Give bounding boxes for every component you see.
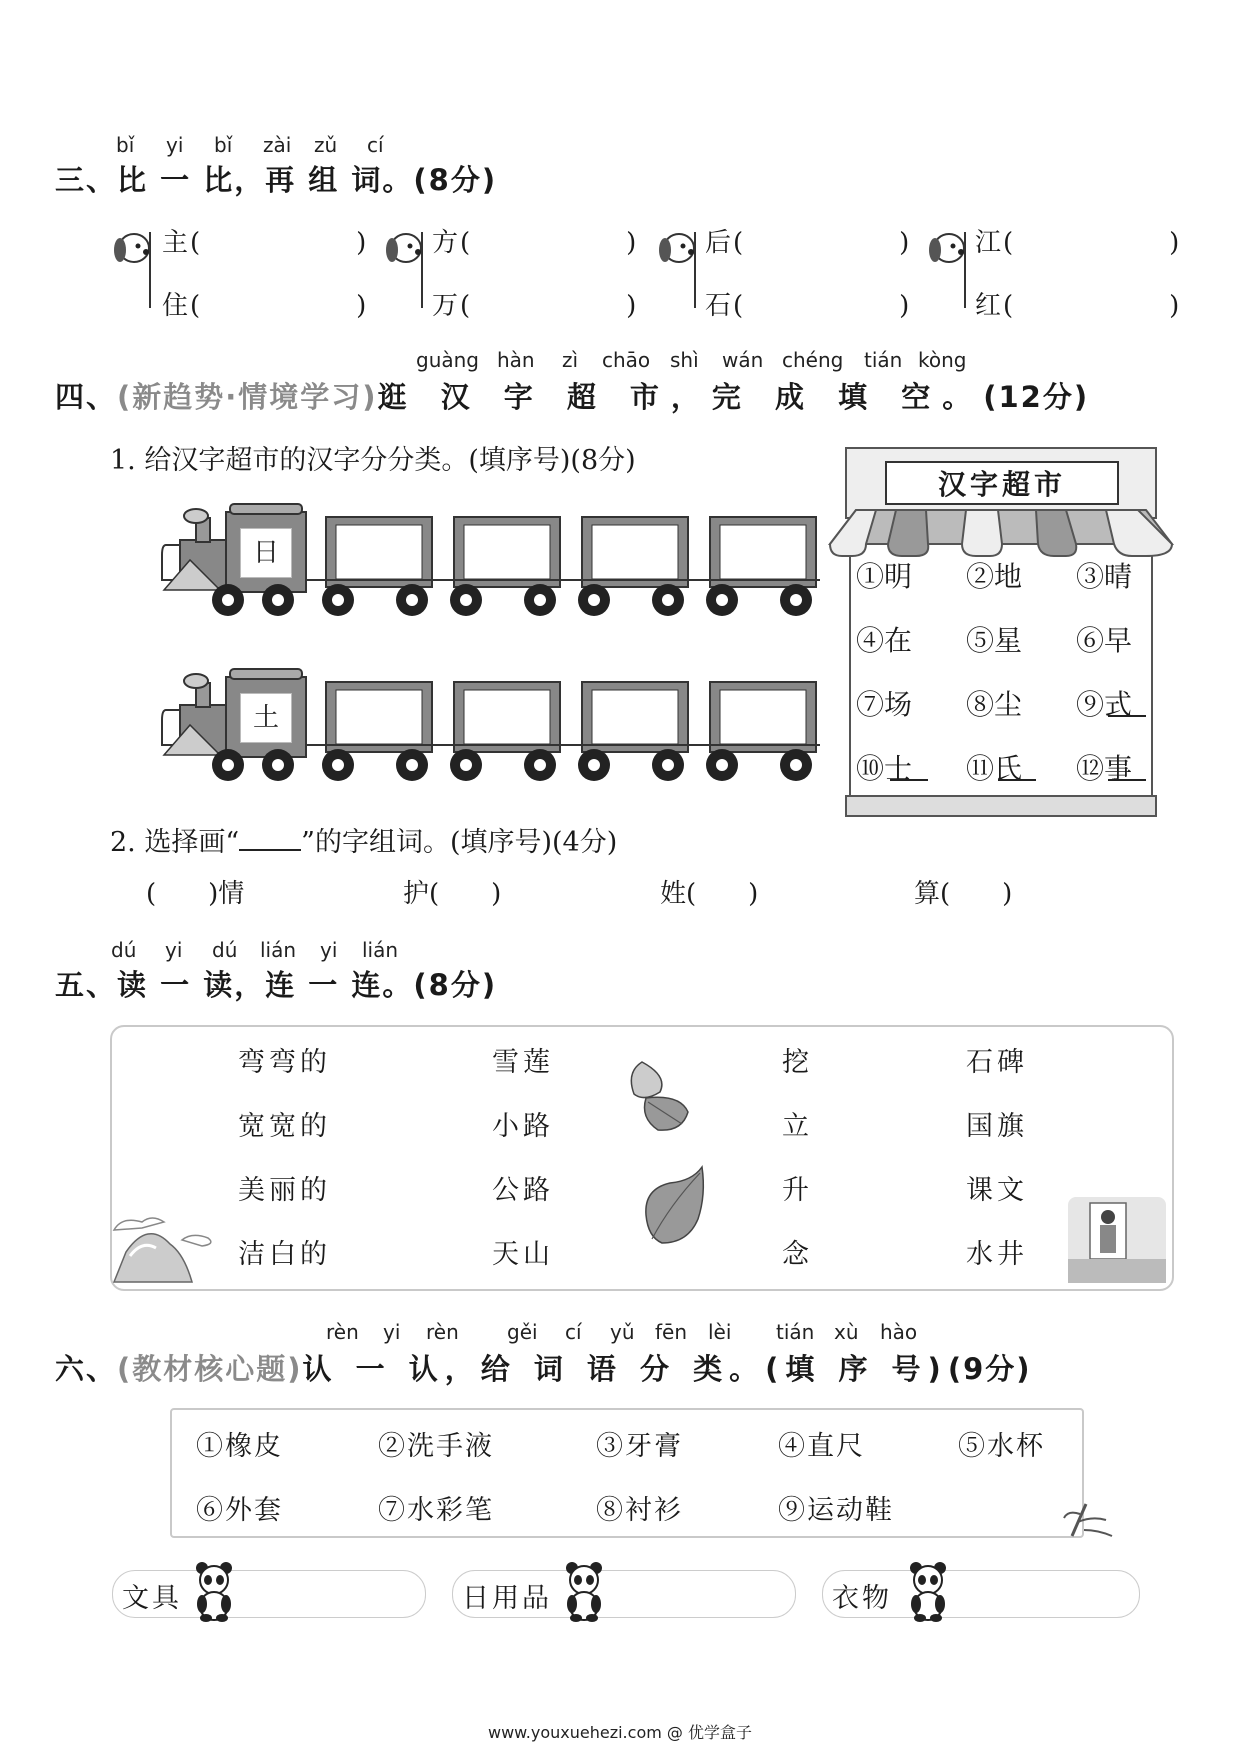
shop-item: ⑥早 bbox=[1076, 624, 1133, 657]
answer-box[interactable] bbox=[720, 690, 806, 744]
answer-blank[interactable]: ( ) bbox=[1003, 228, 1180, 258]
word-col2[interactable]: 天山 bbox=[492, 1239, 554, 1270]
answer-box[interactable] bbox=[336, 525, 422, 579]
section-title: 比 一 比，再 组 词。 bbox=[117, 163, 414, 197]
answer-blank[interactable]: ( ) bbox=[460, 291, 637, 321]
train-1-label: 日 bbox=[240, 528, 292, 578]
shop-item: ⑩士 bbox=[856, 752, 913, 785]
word-col1[interactable]: 美丽的 bbox=[238, 1175, 331, 1206]
word-col1[interactable]: 弯弯的 bbox=[238, 1047, 331, 1078]
item: ④直尺 bbox=[778, 1431, 865, 1462]
shop-item: ⑨式 bbox=[1076, 688, 1133, 721]
pinyin: tián bbox=[864, 348, 903, 372]
section-tag: (新趋势·情境学习) bbox=[117, 380, 378, 414]
section-score: (8分) bbox=[413, 163, 498, 197]
section-4-heading bbox=[55, 375, 1089, 416]
fill-item[interactable]: 姓( ) bbox=[660, 879, 759, 909]
section-title: 逛 汉 字 超 市，完 成 填 空。 bbox=[377, 380, 984, 414]
answer-blank[interactable]: ( ) bbox=[733, 291, 910, 321]
word-col4[interactable]: 国旗 bbox=[966, 1111, 1028, 1142]
section-6-heading bbox=[55, 1347, 1032, 1388]
pinyin: dú bbox=[111, 938, 137, 962]
shop-item: ⑦场 bbox=[856, 688, 913, 721]
shop-item: ③晴 bbox=[1076, 560, 1133, 593]
pinyin: dú bbox=[212, 938, 238, 962]
mountain-icon bbox=[112, 1200, 216, 1284]
item: ⑧衬衫 bbox=[596, 1495, 683, 1526]
pinyin: bǐ bbox=[214, 133, 233, 157]
section-number: 五、 bbox=[55, 968, 118, 1002]
pinyin: gěi bbox=[507, 1320, 538, 1344]
panda-icon bbox=[192, 1560, 238, 1622]
section-score: (12分) bbox=[983, 380, 1090, 414]
pinyin: bǐ bbox=[116, 133, 135, 157]
pinyin: lián bbox=[260, 938, 297, 962]
pinyin: lèi bbox=[708, 1320, 732, 1344]
item: ⑨运动鞋 bbox=[778, 1495, 894, 1526]
panda-icon bbox=[562, 1560, 608, 1622]
panda-icon bbox=[906, 1560, 952, 1622]
pinyin: zài bbox=[263, 133, 292, 157]
answer-box[interactable] bbox=[592, 690, 678, 744]
pinyin: wán bbox=[722, 348, 764, 372]
section-5-heading bbox=[55, 963, 497, 1004]
answer-box[interactable] bbox=[720, 525, 806, 579]
dog-icon bbox=[382, 222, 428, 310]
shop-title: 汉字超市 bbox=[937, 468, 1066, 501]
pinyin: hào bbox=[880, 1320, 918, 1344]
answer-box[interactable] bbox=[592, 525, 678, 579]
train-2-label: 土 bbox=[240, 693, 292, 743]
char-bottom: 红 bbox=[975, 291, 1002, 321]
underline-mark bbox=[890, 779, 928, 781]
shop-item: ②地 bbox=[966, 560, 1023, 593]
pinyin: shì bbox=[670, 348, 699, 372]
pinyin: yǔ bbox=[610, 1320, 635, 1344]
category-label: 衣物 bbox=[832, 1583, 892, 1614]
pinyin: tián bbox=[776, 1320, 815, 1344]
word-col3[interactable]: 念 bbox=[782, 1239, 813, 1270]
word-col1[interactable]: 洁白的 bbox=[238, 1239, 331, 1270]
shop-item: ⑪氏 bbox=[966, 752, 1023, 785]
leaf-icon bbox=[622, 1058, 694, 1134]
shop-item: ⑤星 bbox=[966, 624, 1023, 657]
pinyin: kòng bbox=[918, 348, 967, 372]
pinyin: xù bbox=[834, 1320, 859, 1344]
well-person-icon bbox=[1066, 1195, 1168, 1285]
pinyin: chéng bbox=[782, 348, 844, 372]
answer-box[interactable] bbox=[464, 525, 550, 579]
answer-blank[interactable]: ( ) bbox=[460, 228, 637, 258]
underline-mark bbox=[1108, 715, 1146, 717]
char-top: 后 bbox=[705, 228, 732, 258]
char-bottom: 万 bbox=[432, 291, 459, 321]
pinyin: yi bbox=[320, 938, 338, 962]
shop-item: ①明 bbox=[856, 560, 913, 593]
answer-blank[interactable]: ( ) bbox=[190, 228, 367, 258]
shop-item: ④在 bbox=[856, 624, 913, 657]
footer-watermark: www.youxuehezi.com @ 优学盒子 bbox=[488, 1723, 752, 1742]
section-number: 四、 bbox=[55, 380, 118, 414]
section-3-heading bbox=[55, 158, 497, 199]
section-score: (9分) bbox=[947, 1352, 1032, 1386]
pinyin: cí bbox=[565, 1320, 582, 1344]
dog-icon bbox=[655, 222, 701, 310]
fill-item[interactable]: ( )情 bbox=[146, 879, 245, 909]
word-col3[interactable]: 升 bbox=[782, 1175, 813, 1206]
category-label: 文具 bbox=[122, 1583, 182, 1614]
section-score: (8分) bbox=[413, 968, 498, 1002]
pinyin: cí bbox=[367, 133, 384, 157]
q2-text-b: ”的字组词。(填序号)(4分) bbox=[301, 827, 618, 858]
answer-blank[interactable]: ( ) bbox=[190, 291, 367, 321]
char-top: 主 bbox=[162, 228, 189, 258]
section-tag: (教材核心题) bbox=[117, 1352, 303, 1386]
question-4-1: 1. 给汉字超市的汉字分分类。(填序号)(8分) bbox=[110, 445, 636, 476]
pinyin: lián bbox=[362, 938, 399, 962]
section-title: 认 一 认，给 词 语 分 类。(填 序 号) bbox=[302, 1352, 948, 1386]
char-bottom: 石 bbox=[705, 291, 732, 321]
pinyin: rèn bbox=[426, 1320, 459, 1344]
q2-text-a: 2. 选择画“ bbox=[110, 827, 240, 858]
answer-blank[interactable]: ( ) bbox=[1003, 291, 1180, 321]
answer-box[interactable] bbox=[336, 690, 422, 744]
question-4-2 bbox=[110, 820, 617, 859]
pinyin: zǔ bbox=[314, 133, 338, 157]
char-bottom: 住 bbox=[162, 291, 189, 321]
item: ②洗手液 bbox=[378, 1431, 494, 1462]
underline-mark bbox=[998, 779, 1036, 781]
pinyin: chāo bbox=[602, 348, 651, 372]
answer-box[interactable] bbox=[464, 690, 550, 744]
word-col4[interactable]: 水井 bbox=[966, 1239, 1028, 1270]
fill-item[interactable]: 护( ) bbox=[403, 879, 502, 909]
answer-blank[interactable]: ( ) bbox=[733, 228, 910, 258]
underline-sample bbox=[239, 827, 301, 851]
pinyin: yi bbox=[383, 1320, 401, 1344]
word-col2[interactable]: 公路 bbox=[492, 1175, 554, 1206]
underline-mark bbox=[1108, 779, 1146, 781]
section-number: 六、 bbox=[55, 1352, 118, 1386]
word-col3[interactable]: 立 bbox=[782, 1111, 813, 1142]
item: ⑦水彩笔 bbox=[378, 1495, 494, 1526]
char-top: 方 bbox=[432, 228, 459, 258]
leaf-icon bbox=[640, 1165, 710, 1249]
pinyin: yi bbox=[166, 133, 184, 157]
pinyin: guàng bbox=[416, 348, 479, 372]
char-top: 江 bbox=[975, 228, 1002, 258]
word-col1[interactable]: 宽宽的 bbox=[238, 1111, 331, 1142]
fill-item[interactable]: 算( ) bbox=[914, 879, 1013, 909]
pinyin: hàn bbox=[497, 348, 535, 372]
section-number: 三、 bbox=[55, 163, 118, 197]
item: ①橡皮 bbox=[196, 1431, 283, 1462]
dog-icon bbox=[110, 222, 156, 310]
word-col3[interactable]: 挖 bbox=[782, 1047, 813, 1078]
pinyin: rèn bbox=[326, 1320, 359, 1344]
item: ⑥外套 bbox=[196, 1495, 283, 1526]
word-col4[interactable]: 石碑 bbox=[966, 1047, 1028, 1078]
pinyin: zì bbox=[562, 348, 579, 372]
item: ③牙膏 bbox=[596, 1431, 683, 1462]
bamboo-icon bbox=[1062, 1500, 1118, 1540]
pinyin: fēn bbox=[655, 1320, 688, 1344]
section-title: 读 一 读，连 一 连。 bbox=[117, 968, 414, 1002]
item: ⑤水杯 bbox=[958, 1431, 1045, 1462]
word-col2[interactable]: 雪莲 bbox=[492, 1047, 554, 1078]
word-col4[interactable]: 课文 bbox=[966, 1175, 1028, 1206]
word-col2[interactable]: 小路 bbox=[492, 1111, 554, 1142]
category-label: 日用品 bbox=[462, 1583, 552, 1614]
shop-item: ⑫事 bbox=[1076, 752, 1133, 785]
dog-icon bbox=[925, 222, 971, 310]
shop-item: ⑧尘 bbox=[966, 688, 1023, 721]
pinyin: yi bbox=[165, 938, 183, 962]
